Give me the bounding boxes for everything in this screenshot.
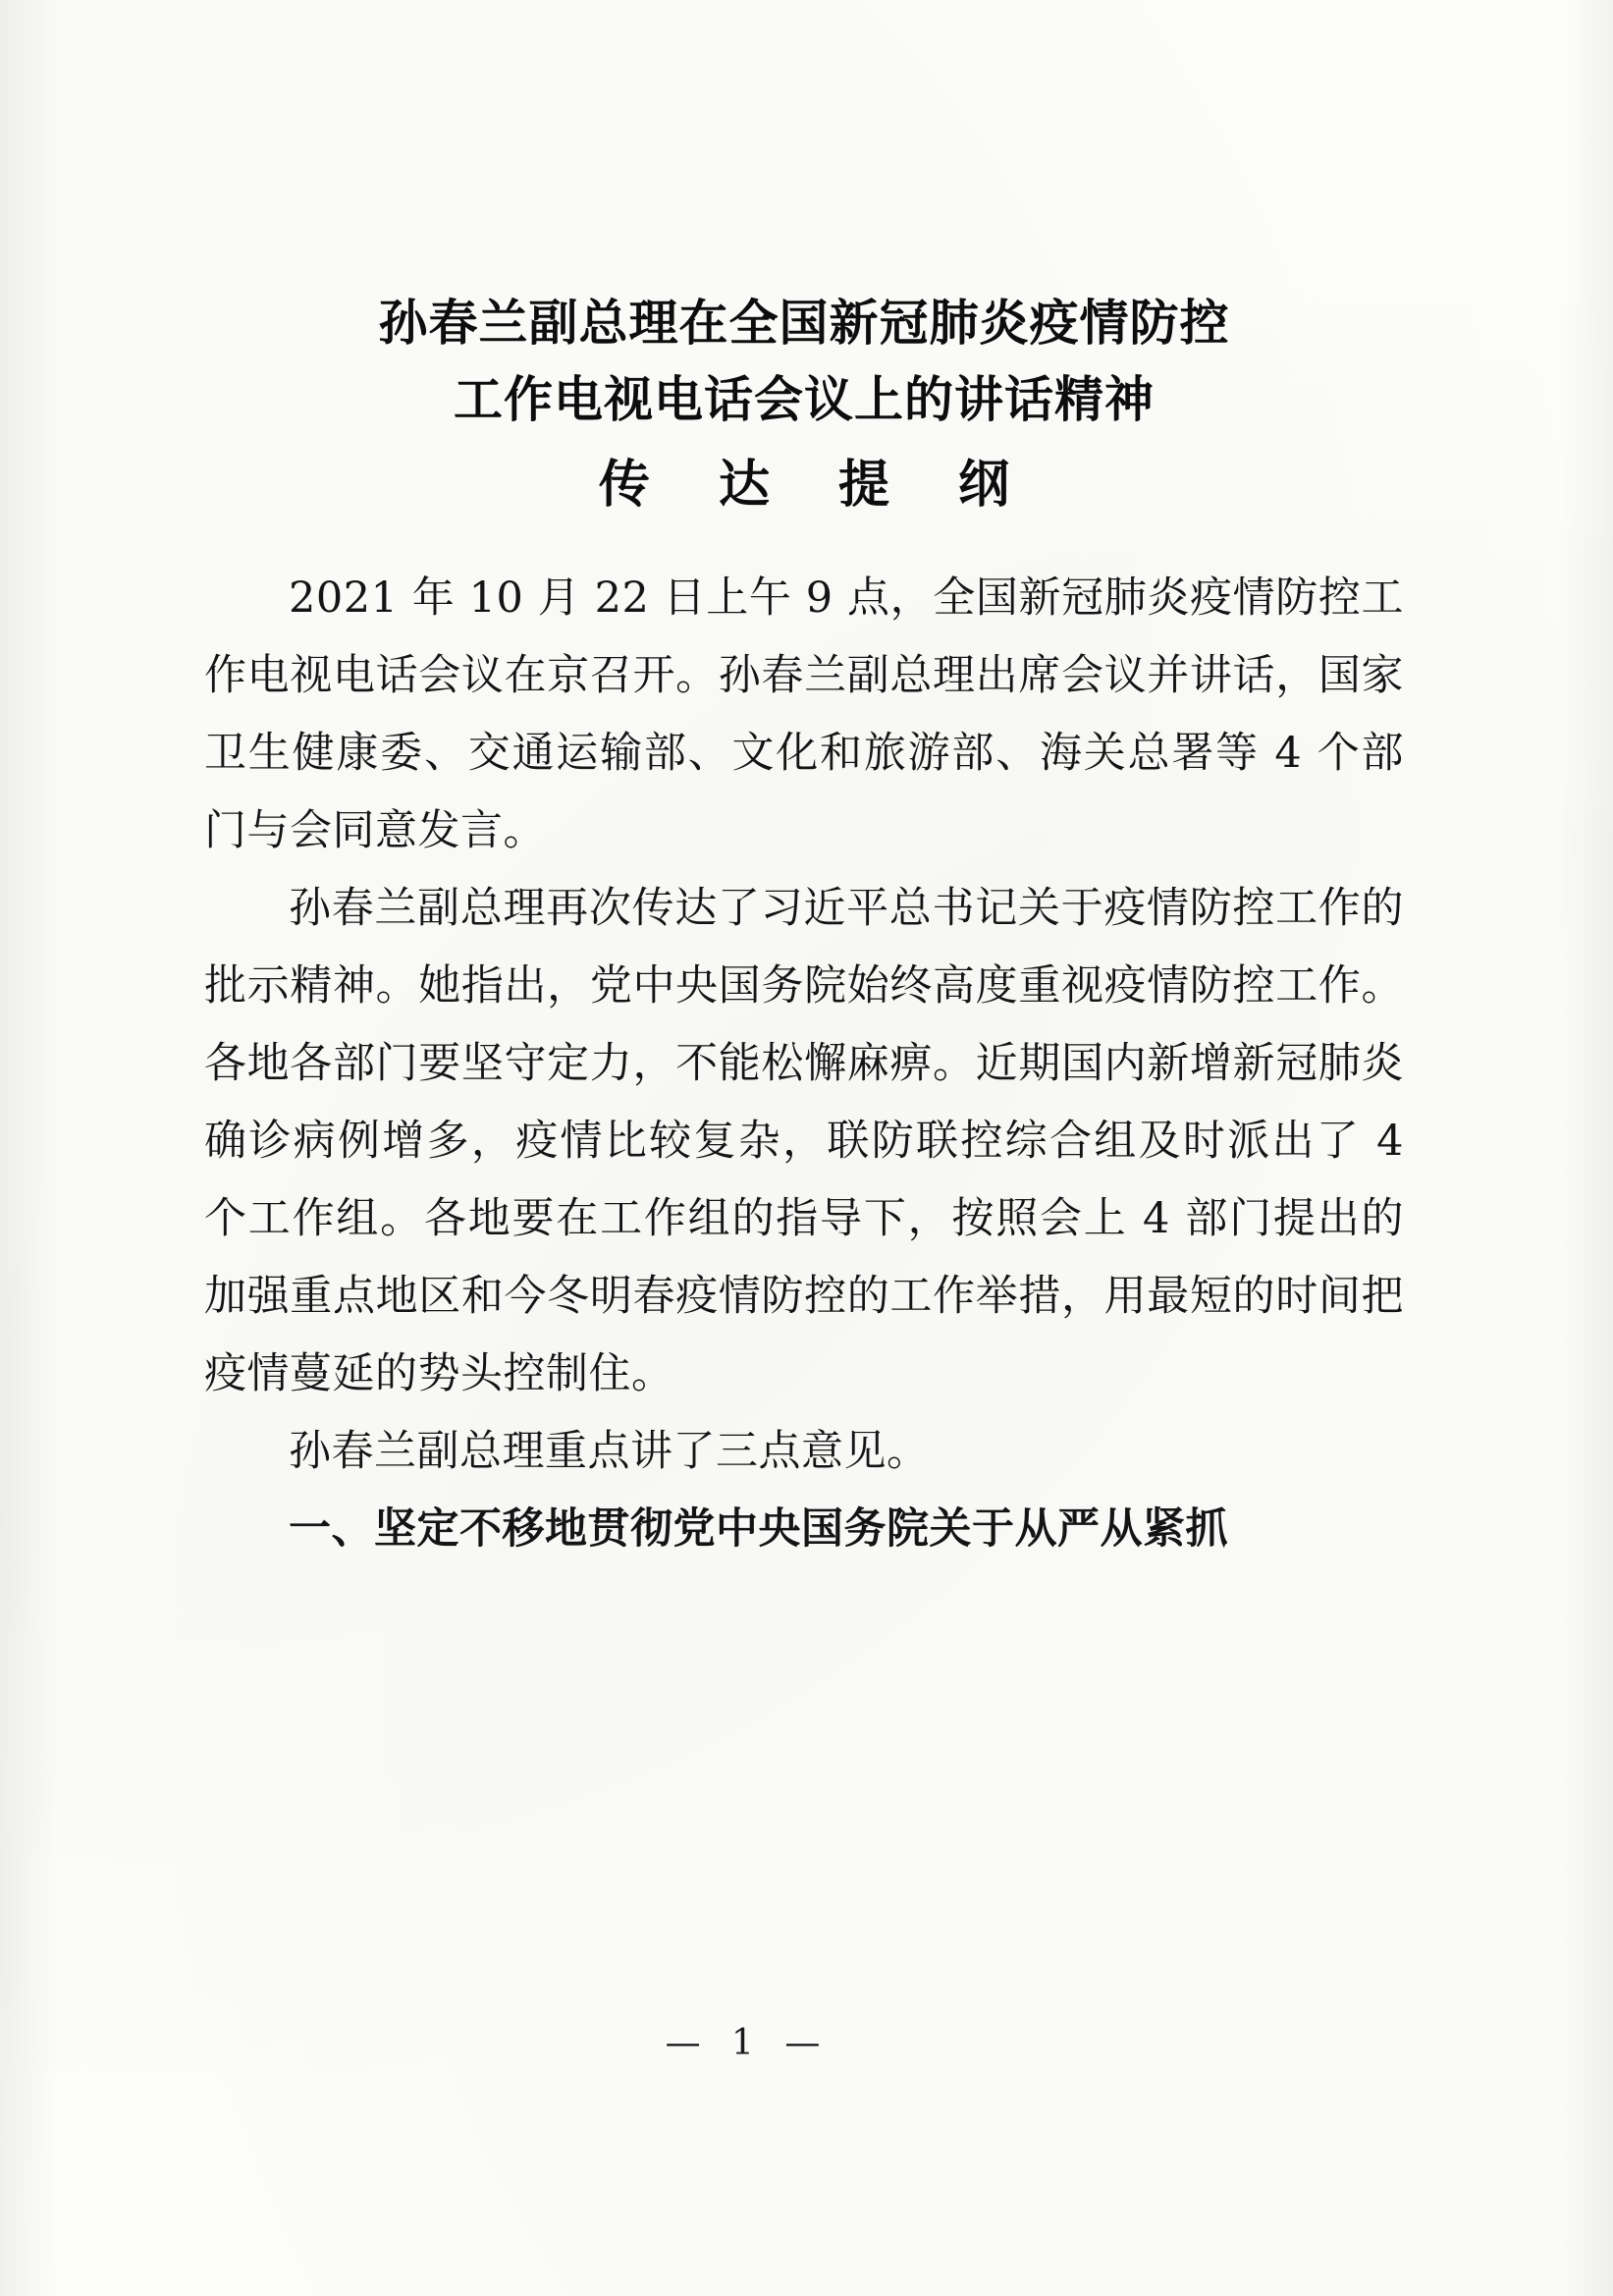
page-footer	[0, 2023, 1613, 2063]
document-title-line-1: 孙春兰副总理在全国新冠肺炎疫情防控	[378, 294, 1230, 352]
paragraph-2: 孙春兰副总理再次传达了习近平总书记关于疫情防控工作的批示精神。她指出，党中央国务院始终高度重视疫情防控工作。各地各部门要坚守定力，不能松懈麻痹。近期国内新增新冠肺炎确诊病例增多，疫情比较复杂，联防联控综合组及时派出了 4 个工作组。各地要在工作组的指导下，按照会上 4 部门提出的加强重点地区和今冬明春疫情防控的工作举措，用最短的时间把疫情蔓延的势头控制住。	[204, 884, 1404, 1398]
section-heading-1: 一、坚定不移地贯彻党中央国务院关于从严从紧抓	[289, 1504, 1228, 1554]
page-number: — 1 —	[665, 2023, 831, 2063]
document-body	[204, 560, 1404, 1568]
document-title-line-2: 工作电视电话会议上的讲话精神	[454, 370, 1155, 428]
document-subtitle: 传 达 提 纲	[598, 455, 1036, 515]
document-content	[204, 285, 1404, 1568]
paragraph-1: 2021 年 10 月 22 日上午 9 点，全国新冠肺炎疫情防控工作电视电话会议在京召开。孙春兰副总理出席会议并讲话，国家卫生健康委、交通运输部、文化和旅游部、海关总署等 4 个部门与会同意发言。	[204, 574, 1404, 855]
paragraph-3: 孙春兰副总理重点讲了三点意见。	[289, 1427, 930, 1476]
